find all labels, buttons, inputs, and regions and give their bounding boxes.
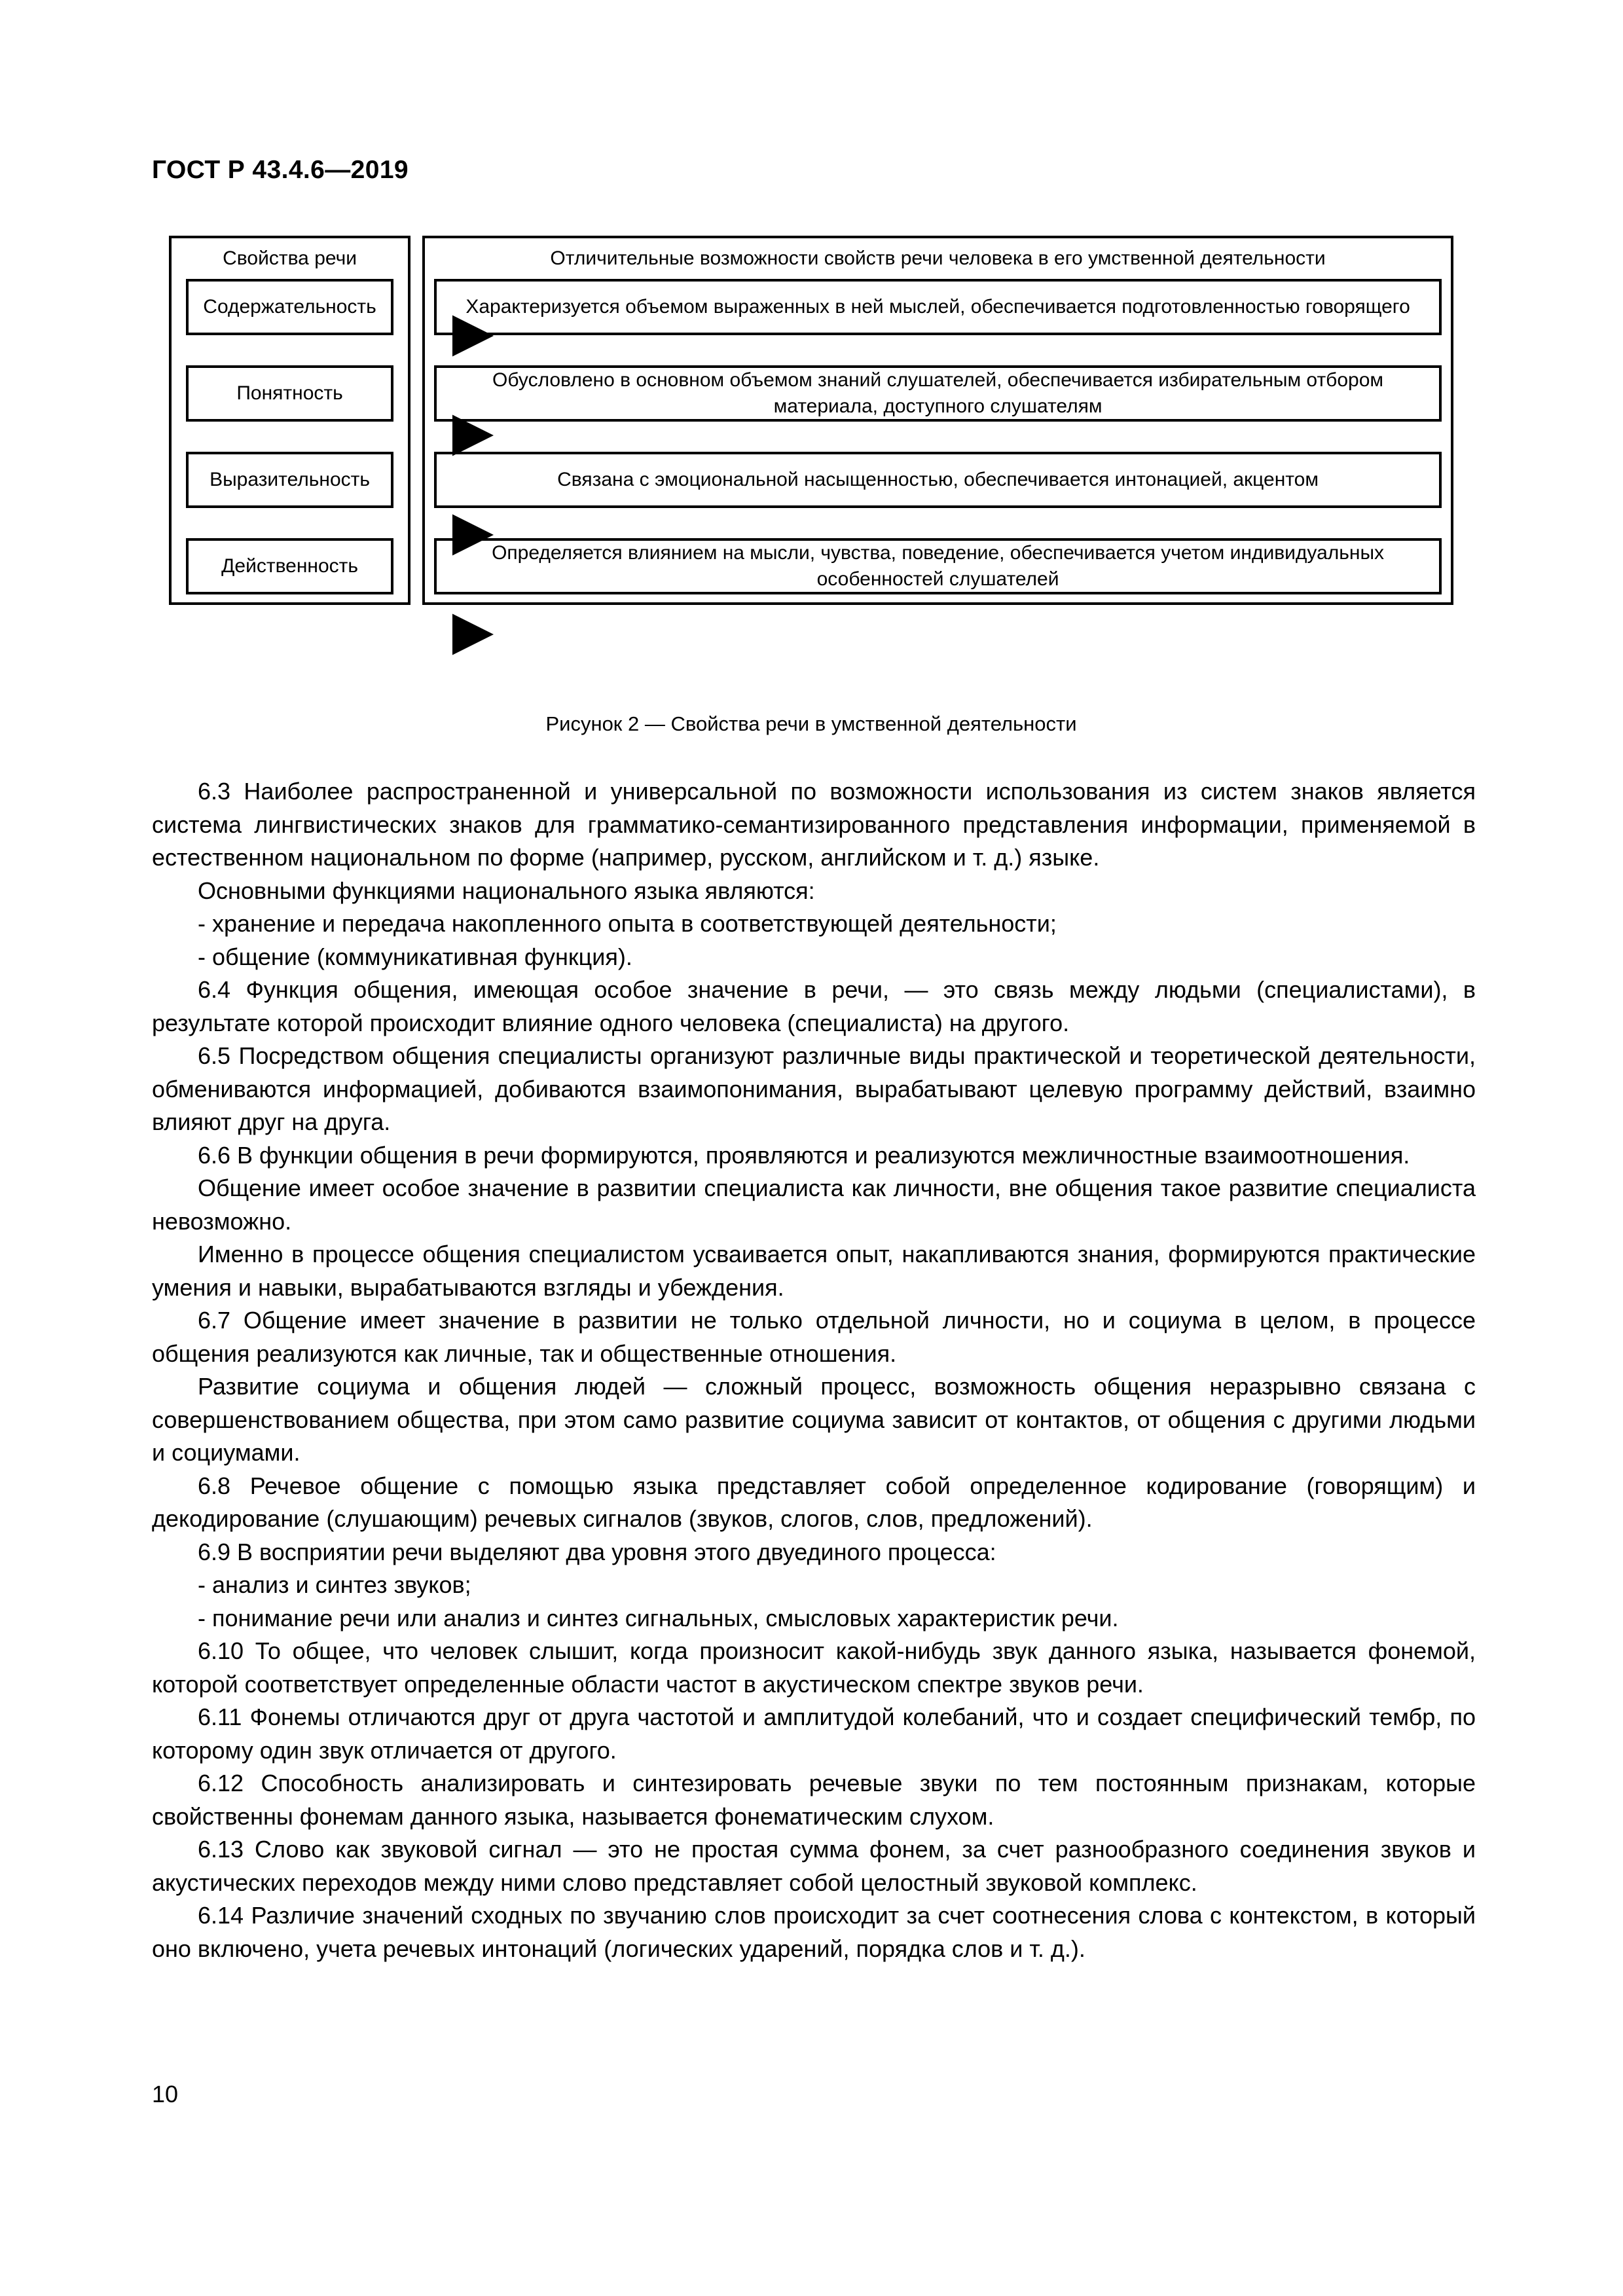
body-paragraph: Развитие социума и общения людей — сложный процесс, возможность общения неразрывно связана с совершенствованием общества, при этом само развитие социума зависит от контактов, от общения с другими людьми и социумами. xyxy=(152,1373,1476,1466)
body-paragraph: - общение (коммуникативная функция). xyxy=(198,943,632,970)
body-paragraph: 6.12 Способность анализировать и синтезировать речевые звуки по тем постоянным признакам, которые свойственны фонемам данного языка, называется фонематическим слухом. xyxy=(152,1770,1476,1830)
body-text-container xyxy=(152,775,1476,1965)
body-paragraph: 6.8 Речевое общение с помощью языка представляет собой определенное кодирование (говорящим) и декодирование (слушающим) речевых сигналов (звуков, слогов, слов, предложений). xyxy=(152,1472,1476,1532)
body-paragraph: 6.14 Различие значений сходных по звучанию слов происходит за счет соотнесения слова с контекстом, в который оно включено, учета речевых интонаций (логических ударений, порядка слов и т. д.). xyxy=(152,1902,1476,1962)
body-paragraph: 6.7 Общение имеет значение в развитии не только отдельной личности, но и социума в целом, в процессе общения реализуются как личные, так и общественные отношения. xyxy=(152,1307,1476,1367)
body-paragraph: - анализ и синтез звуков; xyxy=(198,1571,471,1598)
figure-description-box: Связана с эмоциональной насыщенностью, обеспечивается интонацией, акцентом xyxy=(434,452,1442,508)
body-paragraph: Общение имеет особое значение в развитии специалиста как личности, вне общения такое развитие специалиста невозможно. xyxy=(152,1175,1476,1235)
figure-left-column-title: Свойства речи xyxy=(223,247,357,269)
figure-2-speech-properties xyxy=(169,236,1453,735)
body-paragraph: 6.9 В восприятии речи выделяют два уровня этого двуединого процесса: xyxy=(198,1538,996,1565)
figure-property-box: Действенность xyxy=(186,538,393,594)
figure-left-boxes xyxy=(172,279,408,602)
body-paragraph: 6.13 Слово как звуковой сигнал — это не простая сумма фонем, за счет разнообразного соединения звуков и акустических переходов между ними слово представляет собой целостный звуковой комплекс. xyxy=(152,1836,1476,1896)
body-paragraph: 6.4 Функция общения, имеющая особое значение в речи, — это связь между людьми (специалистами), в результате которой происходит влияние одного человека (специалиста) на другого. xyxy=(152,976,1476,1036)
figure-right-column-title: Отличительные возможности свойств речи человека в его умственной деятельности xyxy=(550,247,1326,269)
document-standard-header: ГОСТ Р 43.4.6—2019 xyxy=(152,156,409,184)
figure-left-column xyxy=(169,236,410,605)
body-paragraph: 6.5 Посредством общения специалисты организуют различные виды практической и теоретической деятельности, обмениваются информацией, добиваются взаимопонимания, вырабатывают целевую программу действий, взаимно влияют друг на друга. xyxy=(152,1042,1476,1135)
body-paragraph: 6.10 То общее, что человек слышит, когда произносит какой-нибудь звук данного языка, называется фонемой, которой соответствует определенные области частот в акустическом спектре звуков речи. xyxy=(152,1637,1476,1698)
page-number: 10 xyxy=(152,2081,179,2107)
figure-property-box: Выразительность xyxy=(186,452,393,508)
figure-right-column xyxy=(422,236,1453,605)
figure-description-box: Характеризуется объемом выраженных в ней мыслей, обеспечивается подготовленностью говорящего xyxy=(434,279,1442,335)
body-paragraph: 6.6 В функции общения в речи формируются, проявляются и реализуются межличностные взаимоотношения. xyxy=(198,1141,1410,1169)
body-paragraph: 6.3 Наиболее распространенной и универсальной по возможности использования из систем знаков является система лингвистических знаков для грамматико-семантизированного представления информации, применяемой в естественном национальном по форме (например, русском, английском и т. д.) языке. xyxy=(152,778,1476,871)
body-paragraph: Основными функциями национального языка являются: xyxy=(198,877,815,904)
body-paragraph: - понимание речи или анализ и синтез сигнальных, смысловых характеристик речи. xyxy=(198,1604,1119,1631)
figure-description-box: Обусловлено в основном объемом знаний слушателей, обеспечивается избирательным отбором материала, доступного слушателям xyxy=(434,365,1442,422)
figure-property-box: Содержательность xyxy=(186,279,393,335)
figure-property-box: Понятность xyxy=(186,365,393,422)
body-paragraph: Именно в процессе общения специалистом усваивается опыт, накапливаются знания, формируются практические умения и навыки, вырабатываются взгляды и убеждения. xyxy=(152,1241,1476,1301)
figure-frame xyxy=(169,236,1453,605)
figure-right-boxes xyxy=(425,279,1451,602)
figure-caption: Рисунок 2 — Свойства речи в умственной деятельности xyxy=(545,712,1077,735)
body-paragraph: 6.11 Фонемы отличаются друг от друга частотой и амплитудой колебаний, что и создает специфический тембр, по которому один звук отличается от другого. xyxy=(152,1704,1476,1764)
body-paragraph: - хранение и передача накопленного опыта в соответствующей деятельности; xyxy=(198,910,1057,937)
figure-description-box: Определяется влиянием на мысли, чувства, поведение, обеспечивается учетом индивидуальных особенностей слушателей xyxy=(434,538,1442,594)
